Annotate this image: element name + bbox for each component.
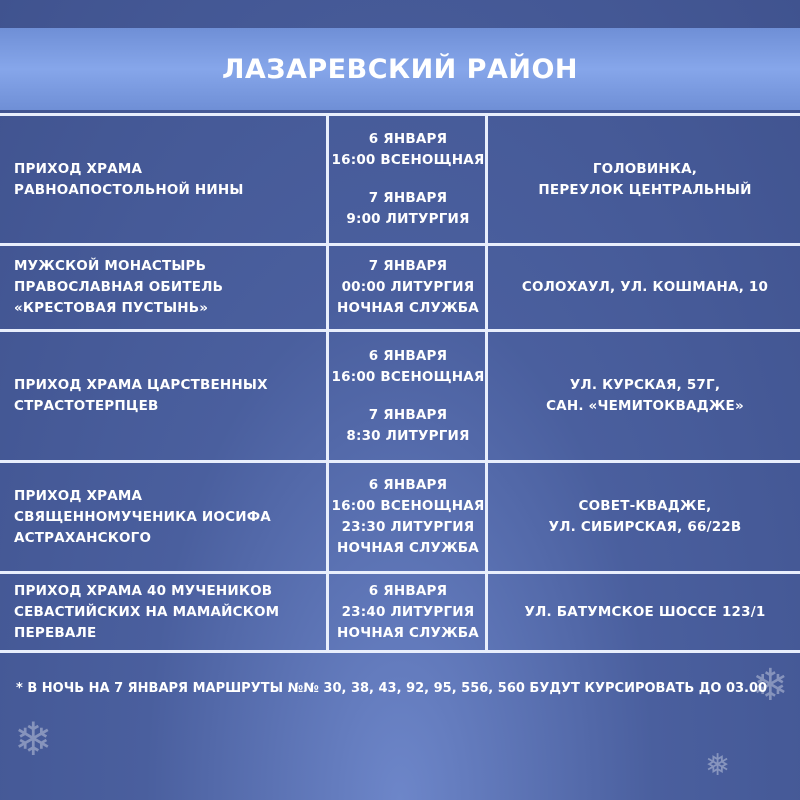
page-title: ЛАЗАРЕВСКИЙ РАЙОН — [221, 53, 579, 85]
snowflake-icon: ❄ — [14, 712, 53, 766]
service-schedule: 6 ЯНВАРЯ 16:00 ВСЕНОЩНАЯ 7 ЯНВАРЯ 9:00 ЛИТУРГИЯ — [331, 131, 485, 227]
church-name: МУЖСКОЙ МОНАСТЫРЬ ПРАВОСЛАВНАЯ ОБИТЕЛЬ «КРЕСТОВАЯ ПУСТЫНЬ» — [14, 258, 224, 316]
snowflake-icon: ❄ — [752, 660, 789, 711]
church-name: ПРИХОД ХРАМА СВЯЩЕННОМУЧЕНИКА ИОСИФА АСТРАХАНСКОГО — [14, 487, 271, 546]
service-schedule: 6 ЯНВАРЯ 16:00 ВСЕНОЩНАЯ 23:30 ЛИТУРГИЯ НОЧНАЯ СЛУЖБА — [331, 477, 485, 556]
church-name: ПРИХОД ХРАМА РАВНОАПОСТОЛЬНОЙ НИНЫ — [14, 160, 244, 198]
footnote: * В НОЧЬ НА 7 ЯНВАРЯ МАРШРУТЫ №№ 30, 38, 43, 92, 95, 556, 560 БУДУТ КУРСИРОВАТЬ ДО 03.00 — [16, 681, 768, 696]
service-schedule: 6 ЯНВАРЯ 16:00 ВСЕНОЩНАЯ 7 ЯНВАРЯ 8:30 ЛИТУРГИЯ — [331, 347, 485, 444]
table-divider — [0, 650, 800, 653]
church-name: ПРИХОД ХРАМА ЦАРСТВЕННЫХ СТРАСТОТЕРПЦЕВ — [14, 377, 268, 414]
service-schedule: 6 ЯНВАРЯ 23:40 ЛИТУРГИЯ НОЧНАЯ СЛУЖБА — [337, 582, 479, 641]
service-schedule: 7 ЯНВАРЯ 00:00 ЛИТУРГИЯ НОЧНАЯ СЛУЖБА — [337, 258, 479, 316]
church-address: СОЛОХАУЛ, УЛ. КОШМАНА, 10 — [521, 279, 769, 295]
church-address: УЛ. БАТУМСКОЕ ШОССЕ 123/1 — [524, 603, 766, 620]
church-address: ГОЛОВИНКА, ПЕРЕУЛОК ЦЕНТРАЛЬНЫЙ — [538, 160, 752, 198]
column-divider — [326, 113, 329, 653]
church-address: УЛ. КУРСКАЯ, 57Г, САН. «ЧЕМИТОКВАДЖЕ» — [546, 377, 744, 414]
column-divider — [485, 113, 488, 653]
church-name: ПРИХОД ХРАМА 40 МУЧЕНИКОВ СЕВАСТИЙСКИХ НА МАМАЙСКОМ ПЕРЕВАЛЕ — [14, 582, 280, 641]
church-address: СОВЕТ-КВАДЖЕ, УЛ. СИБИРСКАЯ, 66/22В — [548, 498, 742, 535]
snowflake-icon: ❅ — [705, 748, 731, 783]
